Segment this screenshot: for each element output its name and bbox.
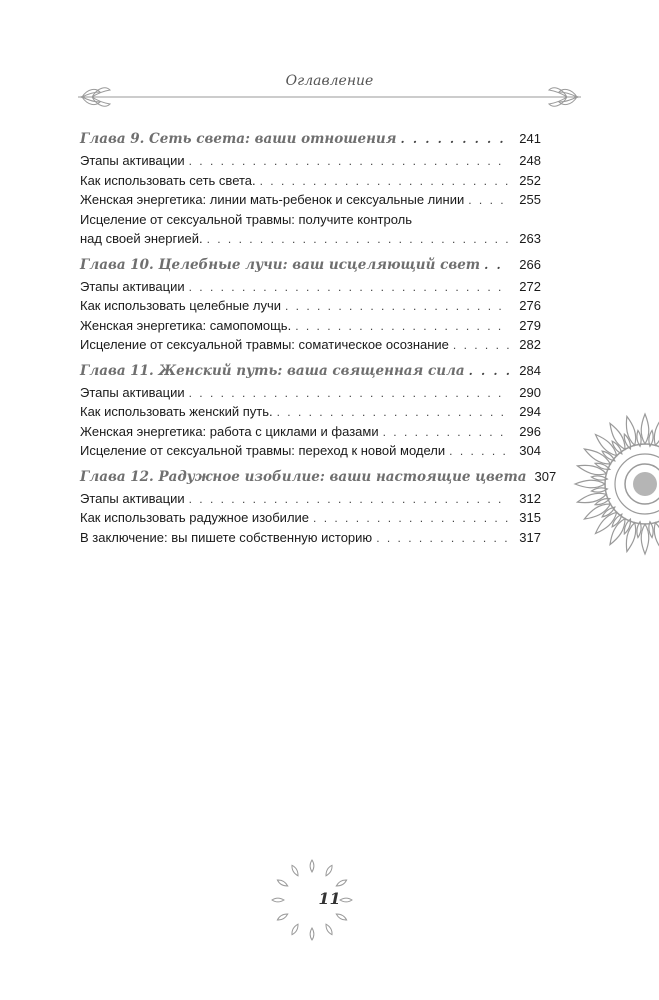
toc-entry[interactable] (80, 151, 541, 171)
page-ref: 276 (519, 298, 541, 313)
toc-entry[interactable] (80, 508, 541, 528)
page-ref: 307 (534, 468, 557, 484)
header-ornament (78, 84, 581, 110)
entry-title: В заключение: вы пишете собственную историю (80, 529, 373, 545)
entry-title: Этапы активации (80, 490, 185, 506)
leader-dots (383, 423, 509, 443)
toc-entry[interactable] (80, 402, 541, 422)
toc-entry[interactable] (80, 171, 541, 191)
leader-dots (189, 278, 509, 298)
toc-entry[interactable] (80, 229, 541, 249)
chapter-title: Глава 10. Целебные лучи: ваш исцеляющий свет (80, 256, 481, 273)
entry-title: Исцеление от сексуальной травмы: переход к новой модели (80, 443, 446, 458)
page-number: 11 (318, 889, 341, 908)
leader-dots (295, 317, 509, 337)
entry-title: Как использовать целебные лучи (80, 298, 281, 313)
leader-dots (189, 152, 509, 172)
leader-dots (260, 172, 509, 192)
toc-entry[interactable] (80, 489, 541, 509)
page-ref: 255 (519, 192, 541, 207)
entry-title: Женская энергетика: самопомощь. (80, 317, 292, 333)
chapter-title: Глава 12. Радужное изобилие: ваши настоящие цвета (80, 468, 527, 485)
toc-entry[interactable] (80, 422, 541, 442)
page-ref: 290 (519, 384, 541, 400)
entry-title: Как использовать женский путь. (80, 404, 273, 419)
entry-title: Исцеление от сексуальной травмы: получите контроль (80, 211, 413, 227)
mandala-ornament-icon (565, 404, 659, 564)
leader-dots (285, 297, 509, 317)
toc-entry[interactable] (80, 528, 541, 548)
toc-entry[interactable] (80, 296, 541, 316)
page-ref: 312 (519, 490, 541, 506)
toc-chapter-10[interactable] (80, 253, 541, 277)
page-ref: 282 (519, 337, 541, 352)
chapter-title: Глава 11. Женский путь: ваша священная сила (80, 362, 465, 379)
leader-dots (469, 359, 509, 383)
entry-title: Как использовать сеть света. (80, 172, 256, 188)
entry-title: Исцеление от сексуальной травмы: соматическое осознание (80, 337, 449, 352)
page-ref: 263 (519, 231, 541, 246)
toc-entry[interactable] (80, 316, 541, 336)
entry-title: Этапы активации (80, 384, 185, 400)
page-ref: 252 (519, 172, 541, 188)
leader-dots (484, 253, 509, 277)
leader-dots (189, 384, 509, 404)
toc-entry[interactable] (80, 441, 541, 461)
running-header: Оглавление (285, 73, 374, 89)
page-ref: 241 (519, 131, 541, 146)
entry-title: Этапы активации (80, 153, 185, 168)
page-ref: 248 (519, 153, 541, 168)
toc-entry[interactable] (80, 190, 541, 210)
toc-chapter-9[interactable] (80, 127, 541, 151)
toc-entry[interactable] (80, 277, 541, 297)
leader-dots (189, 490, 509, 510)
leader-dots (313, 509, 509, 529)
page-ref: 296 (519, 423, 541, 439)
page-ref: 272 (519, 278, 541, 294)
page-ref: 315 (519, 510, 541, 525)
toc-chapter-12[interactable] (80, 465, 557, 489)
leader-dots (376, 529, 509, 549)
entry-title: Женская энергетика: работа с циклами и фазами (80, 423, 379, 439)
toc-chapter-11[interactable] (80, 359, 541, 383)
leader-dots (401, 127, 510, 151)
page-ref: 317 (519, 529, 541, 545)
page-ref: 294 (519, 404, 541, 419)
entry-title: Как использовать радужное изобилие (80, 510, 310, 525)
chapter-title: Глава 9. Сеть света: ваши отношения (80, 131, 397, 147)
entry-title: над своей энергией. (80, 231, 203, 246)
page-ref: 279 (519, 317, 541, 333)
leader-dots (468, 191, 509, 211)
leader-dots (453, 336, 509, 356)
leader-dots (449, 442, 509, 462)
table-of-contents (80, 127, 557, 547)
entry-title: Этапы активации (80, 278, 185, 294)
leader-dots (207, 230, 509, 250)
toc-entry-line1[interactable] (80, 210, 541, 230)
page-ref: 304 (519, 443, 541, 458)
page-ref: 284 (519, 362, 541, 378)
toc-entry[interactable] (80, 383, 541, 403)
leader-dots (277, 403, 509, 423)
page-ref: 266 (519, 256, 541, 272)
entry-title: Женская энергетика: линии мать-ребенок и сексуальные линии (80, 192, 465, 207)
toc-entry[interactable] (80, 335, 541, 355)
